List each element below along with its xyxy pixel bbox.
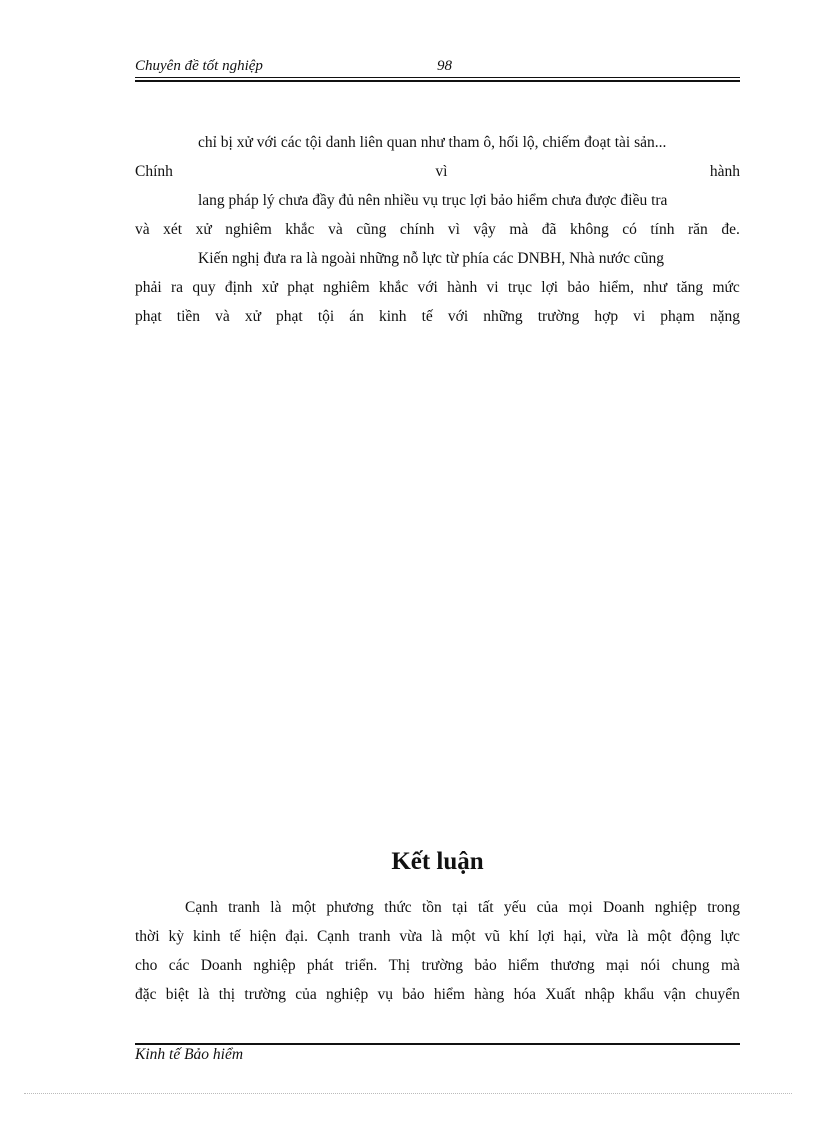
- header-rule-thin: [135, 77, 740, 78]
- text-line: [135, 302, 740, 331]
- text-word: khí: [508, 928, 529, 945]
- text-word: xử: [261, 279, 278, 296]
- text-word: nói: [640, 957, 661, 974]
- text-word: hại,: [563, 928, 587, 945]
- text-word: hợp: [594, 308, 619, 325]
- text-word: nhập: [584, 986, 615, 1003]
- text-word: lợi: [537, 928, 555, 945]
- text-word: Kiến nghị đưa ra là ngoài những nỗ lực từ phía các DNBH, Nhà nước cũng: [198, 250, 664, 267]
- text-word: thức: [384, 899, 412, 916]
- text-word: chính: [399, 221, 435, 238]
- text-word: lực: [720, 928, 740, 945]
- text-word: khắc: [285, 221, 315, 238]
- footer-text: Kinh tế Bảo hiểm: [135, 1046, 244, 1063]
- text-word: những: [483, 308, 523, 325]
- text-word: nặng: [709, 308, 740, 325]
- text-word: là: [198, 986, 210, 1003]
- text-word: xử: [195, 221, 212, 238]
- text-word: kinh: [192, 928, 221, 945]
- text-word: lang pháp lý chưa đầy đủ nên nhiều vụ trục lợi bảo hiểm chưa được điều tra: [198, 192, 668, 209]
- text-word: hiểm,: [599, 279, 634, 296]
- text-word: mà: [509, 221, 529, 238]
- text-word: tranh: [358, 928, 391, 945]
- text-word: và: [215, 308, 230, 325]
- text-word: tồn: [422, 899, 442, 916]
- text-word: tế: [229, 928, 241, 945]
- text-word: cho: [135, 957, 158, 974]
- text-word: xử: [244, 308, 261, 325]
- text-word: và: [135, 221, 150, 238]
- text-line: [198, 128, 740, 157]
- text-word: hàng: [474, 986, 505, 1003]
- text-word: tiền: [176, 308, 201, 325]
- text-word: trường: [537, 308, 580, 325]
- text-line: [135, 273, 740, 302]
- text-word: của: [536, 899, 559, 916]
- text-word: tính: [650, 221, 675, 238]
- text-word: chuyển: [695, 986, 740, 1003]
- text-word: mức: [712, 279, 740, 296]
- text-line: [135, 980, 740, 1009]
- text-word: phạt: [287, 279, 314, 296]
- footer-rule: [135, 1043, 740, 1045]
- text-line: [185, 893, 740, 922]
- text-word: mọi: [568, 899, 593, 916]
- text-word: của: [295, 986, 317, 1003]
- header-title: Chuyên đề tốt nghiệp: [135, 58, 263, 74]
- text-word: vì: [447, 221, 460, 238]
- text-word: không: [569, 221, 609, 238]
- text-word: khẩu: [624, 986, 655, 1003]
- text-word: nghiệp: [253, 957, 296, 974]
- text-word: mà: [720, 957, 740, 974]
- conclusion-heading: Kết luận: [391, 848, 484, 875]
- text-word: hóa: [513, 986, 536, 1003]
- text-word: tội: [317, 308, 335, 325]
- text-word: thời: [135, 928, 160, 945]
- text-word: tại: [452, 899, 468, 916]
- text-word: vừa: [399, 928, 423, 945]
- text-word: trường: [244, 986, 286, 1003]
- text-word: nghiệp: [326, 986, 369, 1003]
- text-word: nghiêm: [323, 279, 370, 296]
- text-word: vi: [486, 279, 499, 296]
- text-word: cũng: [356, 221, 387, 238]
- text-word: trường: [421, 957, 464, 974]
- text-line: [135, 951, 740, 980]
- text-word: Doanh: [200, 957, 243, 974]
- text-word: như: [643, 279, 668, 296]
- text-word: đại.: [285, 928, 308, 945]
- text-word: hành: [709, 163, 740, 180]
- text-line: [198, 186, 740, 215]
- text-word: đe.: [721, 221, 740, 238]
- text-word: một: [451, 928, 476, 945]
- text-word: các: [168, 957, 190, 974]
- text-word: vụ: [377, 986, 393, 1003]
- page-header: [135, 58, 740, 78]
- text-word: quy: [192, 279, 216, 296]
- text-word: với: [417, 279, 438, 296]
- text-word: một: [291, 899, 316, 916]
- text-word: thị: [218, 986, 236, 1003]
- text-word: phạt: [135, 308, 162, 325]
- text-word: răn: [688, 221, 708, 238]
- text-word: hành: [447, 279, 478, 296]
- text-word: tế: [421, 308, 433, 325]
- text-word: vậy: [473, 221, 496, 238]
- text-word: trong: [707, 899, 740, 916]
- text-word: án: [349, 308, 364, 325]
- text-word: vì: [435, 163, 448, 180]
- text-word: phát: [306, 957, 334, 974]
- text-line: [135, 922, 740, 951]
- text-word: phải: [135, 279, 162, 296]
- text-word: phạt: [276, 308, 303, 325]
- text-word: vi: [633, 308, 646, 325]
- text-word: kinh: [378, 308, 407, 325]
- text-word: đã: [541, 221, 557, 238]
- text-word: phương: [326, 899, 374, 916]
- text-word: yếu: [503, 899, 527, 916]
- text-word: bảo: [567, 279, 590, 296]
- text-word: tranh: [228, 899, 260, 916]
- text-word: Thị: [388, 957, 411, 974]
- text-word: triển.: [344, 957, 378, 974]
- text-word: là: [431, 928, 443, 945]
- text-word: phạm: [660, 308, 695, 325]
- text-word: chỉ bị xử với các tội danh liên quan như tham ô, hối lộ, chiếm đoạt tài sản...: [198, 134, 667, 151]
- header-page-number: 98: [437, 58, 452, 74]
- text-word: một: [647, 928, 672, 945]
- text-line: [135, 157, 740, 186]
- text-word: khắc: [378, 279, 409, 296]
- text-word: Doanh: [603, 899, 645, 916]
- text-word: Xuất: [545, 986, 576, 1003]
- text-word: kỳ: [168, 928, 184, 945]
- text-word: hiểm: [508, 957, 540, 974]
- bottom-dotted-border: [24, 1093, 792, 1094]
- text-word: tăng: [676, 279, 704, 296]
- text-word: chung: [671, 957, 710, 974]
- text-word: tất: [478, 899, 494, 916]
- text-word: mại: [605, 957, 630, 974]
- text-word: định: [224, 279, 253, 296]
- text-word: nghiêm: [225, 221, 272, 238]
- text-word: với: [447, 308, 469, 325]
- text-word: xét: [163, 221, 183, 238]
- text-word: hiện: [249, 928, 277, 945]
- text-word: Cạnh: [316, 928, 350, 945]
- text-word: là: [270, 899, 282, 916]
- text-word: vận: [663, 986, 686, 1003]
- text-word: và: [328, 221, 343, 238]
- text-word: đặc: [135, 986, 157, 1003]
- text-word: vừa: [595, 928, 619, 945]
- text-word: trục: [507, 279, 532, 296]
- header-rule-thick: [135, 80, 740, 82]
- text-word: thương: [550, 957, 595, 974]
- text-line: [198, 244, 740, 273]
- text-word: là: [627, 928, 639, 945]
- text-word: Chính: [135, 163, 173, 180]
- text-word: có: [622, 221, 637, 238]
- text-word: hiểm: [433, 986, 465, 1003]
- text-word: bảo: [402, 986, 425, 1003]
- text-word: bảo: [474, 957, 497, 974]
- text-word: ra: [170, 279, 184, 296]
- text-word: biệt: [165, 986, 190, 1003]
- text-word: lợi: [541, 279, 559, 296]
- text-word: nghiệp: [654, 899, 697, 916]
- text-line: [135, 215, 740, 244]
- text-word: động: [680, 928, 712, 945]
- text-word: vũ: [484, 928, 501, 945]
- text-word: Cạnh: [185, 899, 218, 916]
